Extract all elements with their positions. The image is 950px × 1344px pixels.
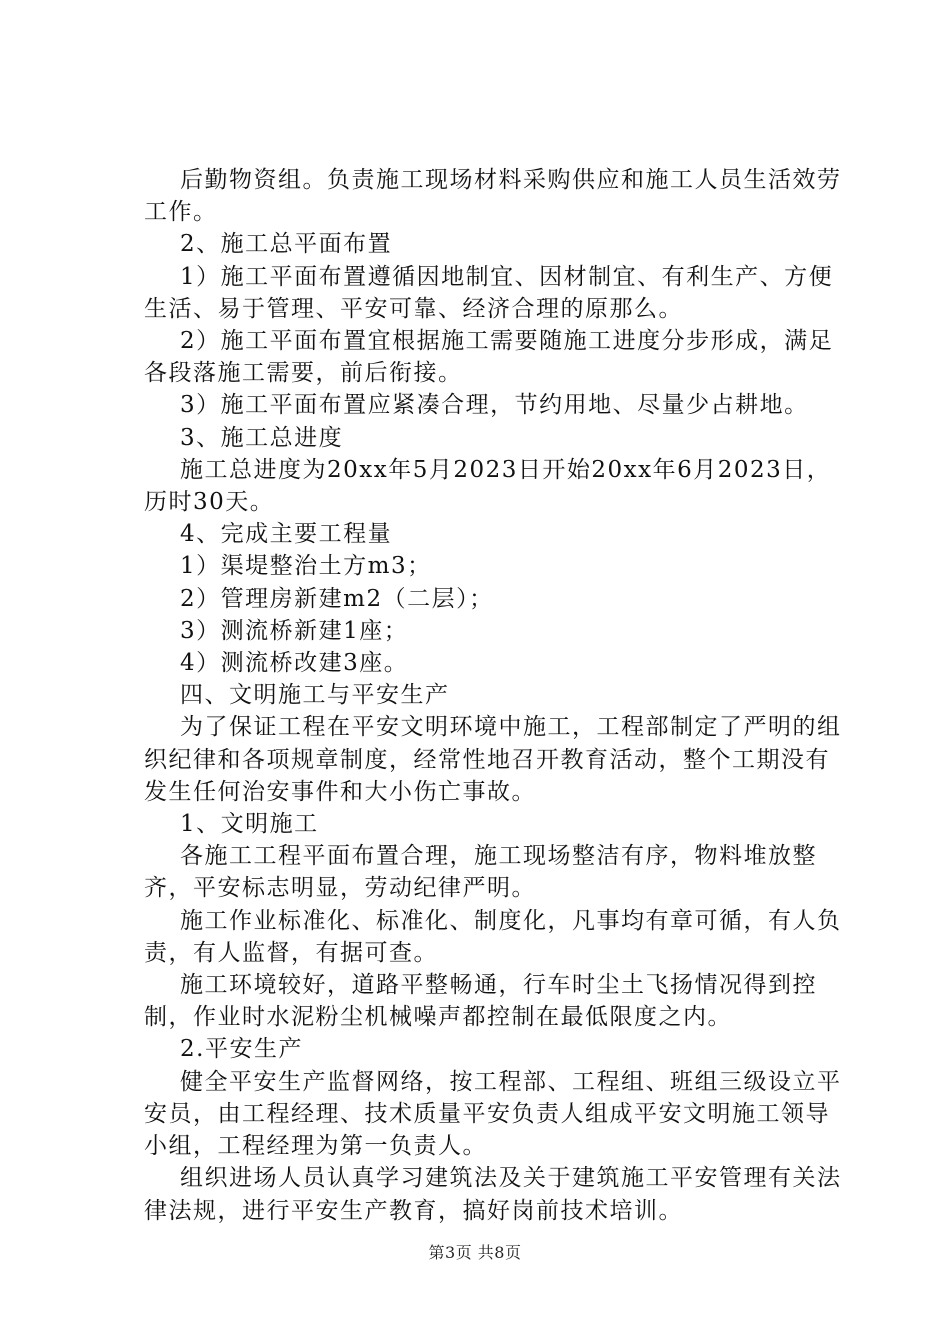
paragraph-logistics-group: 后勤物资组。负责施工现场材料采购供应和施工人员生活效劳工作。 — [144, 167, 842, 226]
heading-safe-production: 2.平安生产 — [180, 1036, 303, 1063]
page-number-footer: 第3页 共8页 — [428, 1243, 522, 1262]
paragraph-layout-phased: 2）施工平面布置宜根据施工需要随施工进度分步形成，满足各段落施工需要，前后衔接。 — [144, 328, 834, 387]
document-body — [144, 164, 844, 1227]
paragraph-layout-compact: 3）施工平面布置应紧凑合理，节约用地、尽量少占耕地。 — [180, 392, 809, 419]
paragraph-safety-network: 健全平安生产监督网络，按工程部、工程组、班组三级设立平安员，由工程经理、技术质量平安负责人组成平安文明施工领导小组，工程经理为第一负责人。 — [144, 1068, 842, 1160]
paragraph-layout-principle: 1）施工平面布置遵循因地制宜、因材制宜、有利生产、方便生活、易于管理、平安可靠、经济合理的原那么。 — [144, 263, 834, 322]
paragraph-discipline: 为了保证工程在平安文明环境中施工，工程部制定了严明的组织纪律和各项规章制度，经常性地召开教育活动，整个工期没有发生任何治安事件和大小伤亡事故。 — [144, 714, 842, 805]
heading-schedule: 3、施工总进度 — [180, 424, 344, 451]
heading-civilized-construction: 1、文明施工 — [180, 811, 319, 838]
list-item-bridge-new: 3）测流桥新建1座； — [180, 617, 409, 644]
paragraph-safety-training: 组织进场人员认真学习建筑法及关于建筑施工平安管理有关法律法规，进行平安生产教育，搞好岗前技术培训。 — [144, 1165, 842, 1224]
paragraph-site-order: 各施工工程平面布置合理，施工现场整洁有序，物料堆放整齐，平安标志明显，劳动纪律严明。 — [144, 843, 817, 902]
paragraph-standardization: 施工作业标准化、标准化、制度化，凡事均有章可循，有人负责，有人监督，有据可查。 — [144, 907, 842, 966]
list-item-management-house: 2）管理房新建m2（二层）； — [180, 585, 494, 612]
list-item-earthwork: 1）渠堤整治土方m3； — [180, 553, 432, 580]
paragraph-environment: 施工环境较好，道路平整畅通，行车时尘土飞扬情况得到控制，作业时水泥粉尘机械噪声都控制在最低限度之内。 — [144, 972, 817, 1031]
heading-site-layout: 2、施工总平面布置 — [180, 231, 393, 258]
paragraph-schedule: 施工总进度为20xx年5月2023日开始20xx年6月2023日，历时30天。 — [144, 456, 832, 516]
heading-quantities: 4、完成主要工程量 — [180, 521, 393, 548]
list-item-bridge-rebuild: 4）测流桥改建3座。 — [180, 650, 409, 677]
heading-civilized-safety: 四、文明施工与平安生产 — [180, 682, 450, 709]
